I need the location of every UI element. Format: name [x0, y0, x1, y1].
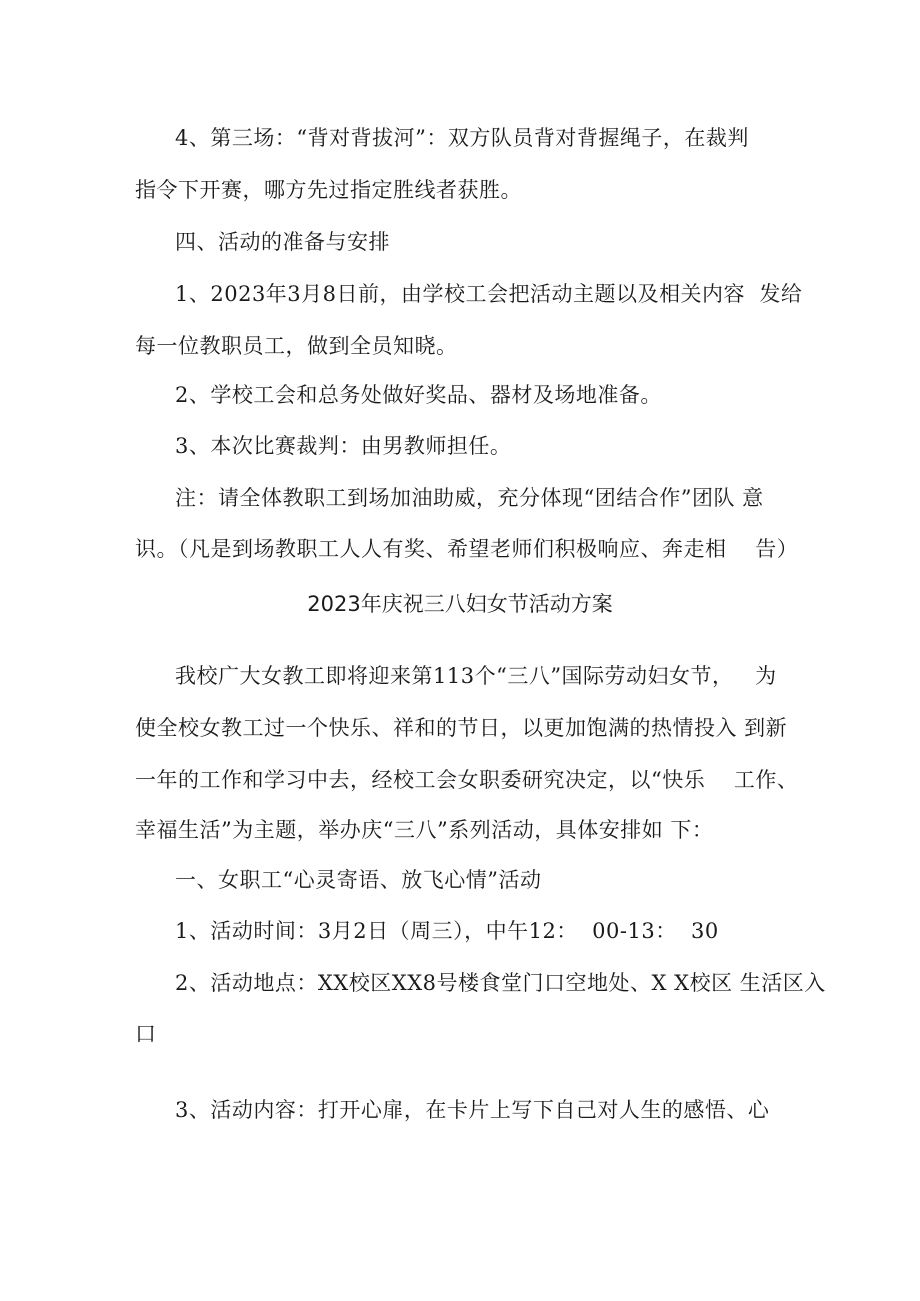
document-title: 2023年庆祝三八妇女节活动方案: [307, 592, 613, 616]
list-item: 1、活动时间：3月2日（周三），中午12： 00-13： 30: [175, 919, 719, 943]
note-paragraph: 注：请全体教职工到场加油助威，充分体现“团结合作”团队 意: [175, 486, 764, 510]
list-item: 1、2023年3月8日前，由学校工会把活动主题以及相关内容 发给: [175, 282, 803, 306]
list-item: 3、活动内容：打开心扉，在卡片上写下自己对人生的感悟、心: [175, 1098, 770, 1122]
section-heading: 一、女职工“心灵寄语、放飞心情”活动: [175, 868, 542, 892]
intro-paragraph-line: 使全校女教工过一个快乐、祥和的节日，以更加饱满的热情投入 到新: [135, 716, 788, 740]
intro-paragraph: 我校广大女教工即将迎来第113个“三八”国际劳动妇女节， 为: [175, 664, 777, 688]
list-item: 2、活动地点：XX校区XX8号楼食堂门口空地处、X X校区 生活区入: [175, 971, 826, 995]
intro-paragraph-line: 幸福生活”为主题，举办庆“三八”系列活动，具体安排如 下：: [135, 818, 714, 842]
note-paragraph-continuation: 识。（凡是到场教职工人人有奖、希望老师们积极响应、奔走相 告）: [135, 537, 799, 561]
list-item: 2、学校工会和总务处做好奖品、器材及场地准备。: [175, 383, 662, 407]
list-item-continuation: 每一位教职员工，做到全员知晓。: [135, 334, 458, 358]
list-item-continuation: 口: [135, 1022, 157, 1046]
list-item: 3、本次比赛裁判：由男教师担任。: [175, 434, 512, 458]
intro-paragraph-line: 一年的工作和学习中去，经校工会女职委研究决定，以“快乐 工作、: [135, 768, 799, 792]
section-heading: 四、活动的准备与安排: [175, 230, 390, 254]
paragraph-line: 指令下开赛，哪方先过指定胜线者获胜。: [135, 178, 522, 202]
paragraph-line: 4、第三场：“背对背拔河”：双方队员背对背握绳子，在裁判: [175, 126, 749, 150]
